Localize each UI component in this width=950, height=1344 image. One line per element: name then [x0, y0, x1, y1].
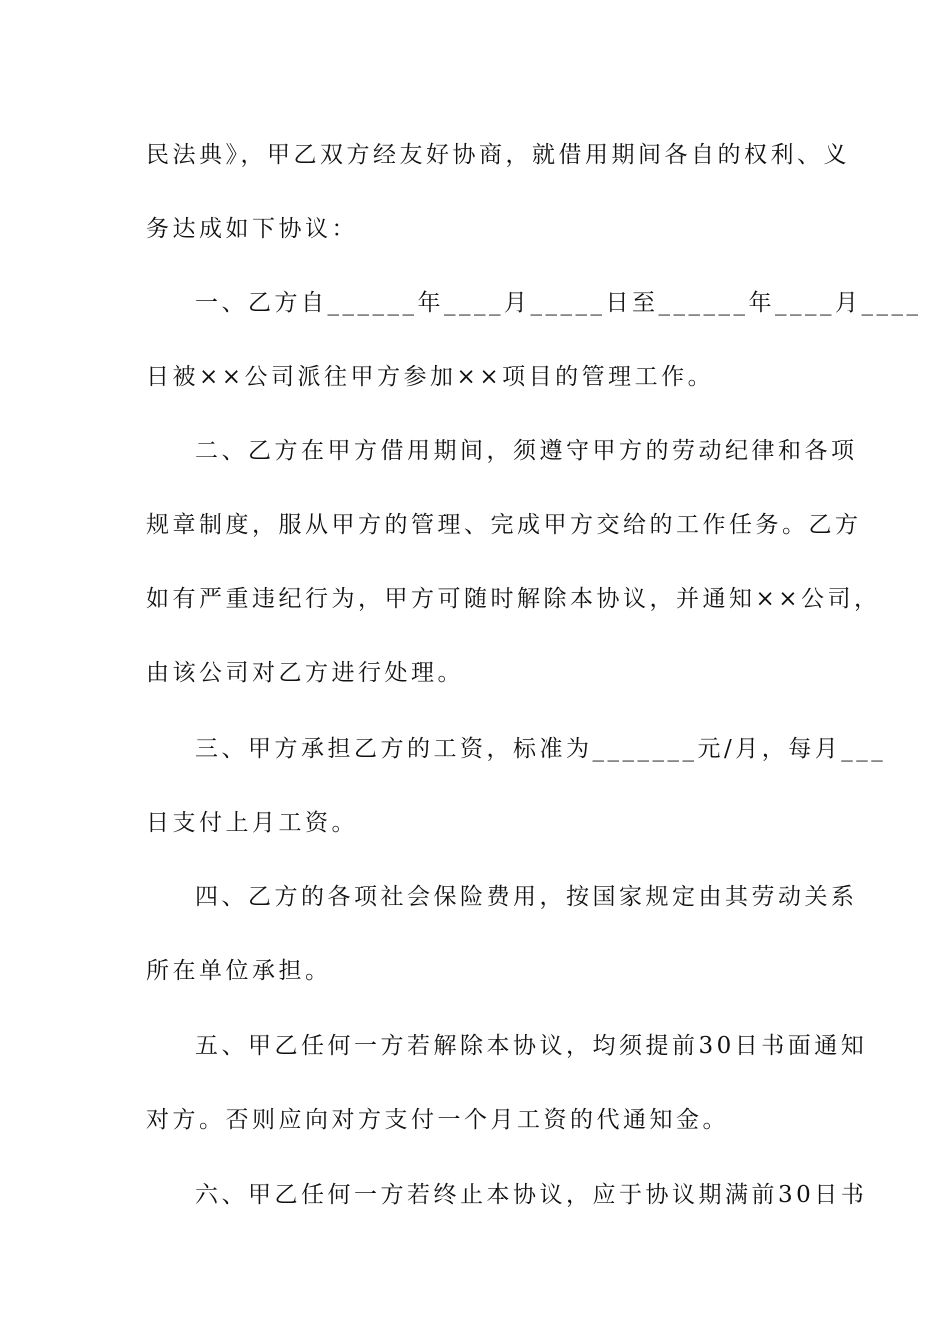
text-line: 日支付上月工资。 [146, 810, 358, 836]
clause-6-line: 六、甲乙任何一方若终止本协议，应于协议期满前30日书 [195, 1182, 868, 1208]
clause-1-line: 一、乙方自______年____月_____日至______年____月____ [195, 290, 922, 316]
text-line: 对方。否则应向对方支付一个月工资的代通知金。 [146, 1107, 729, 1133]
text-line: 规章制度，服从甲方的管理、完成甲方交给的工作任务。乙方 [146, 512, 862, 538]
clause-2-line: 二、乙方在甲方借用期间，须遵守甲方的劳动纪律和各项 [195, 438, 858, 464]
text-line: 民法典》，甲乙双方经友好协商，就借用期间各自的权利、义 [146, 142, 850, 168]
clause-5-line: 五、甲乙任何一方若解除本协议，均须提前30日书面通知 [195, 1033, 868, 1059]
text-line: 务达成如下协议： [146, 216, 358, 242]
text-line: 如有严重违纪行为，甲方可随时解除本协议，并通知××公司， [146, 586, 881, 612]
text-line: 由该公司对乙方进行处理。 [146, 660, 464, 686]
clause-3-line: 三、甲方承担乙方的工资，标准为_______元/月，每月___ [195, 736, 887, 762]
text-line: 日被××公司派往甲方参加××项目的管理工作。 [146, 364, 715, 390]
text-line: 所在单位承担。 [146, 958, 332, 984]
clause-4-line: 四、乙方的各项社会保险费用，按国家规定由其劳动关系 [195, 884, 858, 910]
